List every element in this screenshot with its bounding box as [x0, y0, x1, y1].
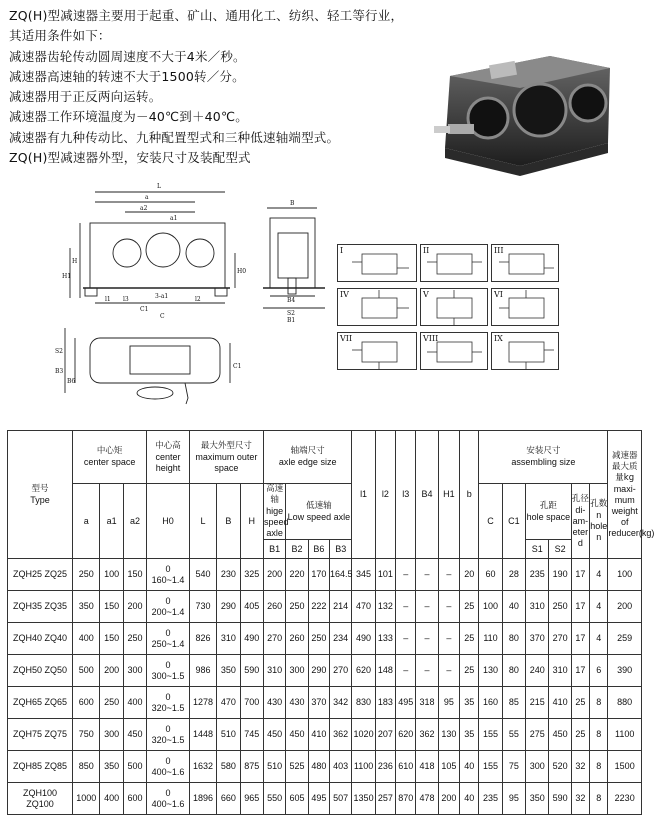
cell-type: ZQH75 ZQ75 [8, 719, 73, 751]
cell-d: 17 [571, 591, 589, 623]
cell-b2: 300 [286, 655, 308, 687]
cell-n: 6 [590, 655, 608, 687]
dim-label: l2 [195, 296, 201, 303]
cell-h1: – [438, 591, 459, 623]
config-number: IV [340, 290, 349, 299]
cell-a2: 600 [123, 783, 146, 815]
cell-l3: – [396, 623, 416, 655]
cell-s1: 310 [526, 591, 549, 623]
cell-c: 110 [479, 623, 502, 655]
dim-label: a [145, 194, 149, 201]
dim-label: a1 [170, 215, 178, 222]
cell-b: 230 [217, 559, 240, 591]
cell-a: 600 [73, 687, 100, 719]
cell-b2: 450 [286, 719, 308, 751]
cell-b: 470 [217, 687, 240, 719]
intro-text [9, 6, 429, 168]
cell-b2: 525 [286, 751, 308, 783]
cell-b6: 495 [308, 783, 329, 815]
cell-l2: 257 [375, 783, 395, 815]
cell-b1: 260 [263, 591, 285, 623]
col-H: H [240, 484, 263, 559]
cell-a: 750 [73, 719, 100, 751]
cell-b2: 605 [286, 783, 308, 815]
cell-a1: 100 [100, 559, 123, 591]
config-number: VI [494, 290, 503, 299]
cell-b4: – [416, 655, 438, 687]
cell-s1: 215 [526, 687, 549, 719]
cell-l1: 620 [352, 655, 375, 687]
cell-h1: 200 [438, 783, 459, 815]
cell-type: ZQH25 ZQ25 [8, 559, 73, 591]
intro-line: 减速器用于正反两向运转。 [9, 89, 162, 105]
dim-label: S2 [287, 310, 295, 317]
cell-s2: 310 [549, 655, 571, 687]
cell-a2: 500 [123, 751, 146, 783]
cell-type: ZQH85 ZQ85 [8, 751, 73, 783]
cell-n: 8 [590, 687, 608, 719]
col-a1: a1 [100, 484, 123, 559]
cell-s2: 520 [549, 751, 571, 783]
cell-l3: 620 [396, 719, 416, 751]
cell-l: 1278 [189, 687, 216, 719]
cell-h: 875 [240, 751, 263, 783]
cell-l2: 101 [375, 559, 395, 591]
cell-h1: – [438, 559, 459, 591]
table-row [8, 751, 642, 783]
cell-b: 25 [460, 623, 479, 655]
table-row [8, 719, 642, 751]
cell-d: 32 [571, 783, 589, 815]
table-row [8, 783, 642, 815]
cell-n: 8 [590, 719, 608, 751]
cell-l: 540 [189, 559, 216, 591]
cell-b: 660 [217, 783, 240, 815]
cell-b1: 270 [263, 623, 285, 655]
cell-l: 1896 [189, 783, 216, 815]
cell-a: 850 [73, 751, 100, 783]
col-type: 型号 Type [8, 431, 73, 559]
cell-h1: 95 [438, 687, 459, 719]
cell-d: 25 [571, 687, 589, 719]
dimension-drawings [45, 178, 345, 408]
cell-b6: 250 [308, 623, 329, 655]
col-low-speed: 低速轴 Low speed axle [286, 484, 352, 540]
cell-l1: 490 [352, 623, 375, 655]
cell-h1: – [438, 623, 459, 655]
col-center-space: 中心矩 center space [73, 431, 147, 484]
cell-l2: 183 [375, 687, 395, 719]
cell-s2: 270 [549, 623, 571, 655]
cell-c1: 95 [502, 783, 525, 815]
cell-b4: – [416, 623, 438, 655]
cell-a1: 350 [100, 751, 123, 783]
cell-type: ZQH65 ZQ65 [8, 687, 73, 719]
cell-s1: 300 [526, 751, 549, 783]
cell-d: 17 [571, 623, 589, 655]
cell-h: 965 [240, 783, 263, 815]
cell-b: 25 [460, 591, 479, 623]
dim-label: S2 [55, 348, 63, 355]
cell-b: 35 [460, 719, 479, 751]
cell-c: 235 [479, 783, 502, 815]
cell-s2: 190 [549, 559, 571, 591]
cell-type: ZQH40 ZQ40 [8, 623, 73, 655]
intro-line: 减速器有九种传动比、九种配置型式和三种低速轴端型式。 [9, 129, 340, 145]
cell-a2: 200 [123, 591, 146, 623]
dim-label: l3 [123, 296, 129, 303]
cell-h0: 0 320~1.5 [147, 719, 190, 751]
cell-h: 325 [240, 559, 263, 591]
cell-c1: 28 [502, 559, 525, 591]
col-weight: 减速器最大质量kg maxi-mum weight of reducer(kg) [608, 431, 642, 559]
cell-w: 1500 [608, 751, 642, 783]
col-a: a [73, 484, 100, 559]
cell-l1: 1020 [352, 719, 375, 751]
col-c: C [479, 484, 502, 559]
cell-a1: 150 [100, 623, 123, 655]
dim-label: 3-a1 [155, 293, 169, 300]
config-number: VII [340, 334, 353, 343]
spec-table-body [8, 559, 642, 815]
col-s2: S2 [549, 540, 571, 559]
dim-label: C1 [233, 363, 242, 370]
cell-b3: 342 [330, 687, 352, 719]
cell-b4: 418 [416, 751, 438, 783]
cell-l1: 345 [352, 559, 375, 591]
col-b6: B6 [308, 540, 329, 559]
cell-b6: 170 [308, 559, 329, 591]
cell-l: 1448 [189, 719, 216, 751]
cell-l3: 870 [396, 783, 416, 815]
table-row [8, 655, 642, 687]
cell-s1: 240 [526, 655, 549, 687]
cell-l3: – [396, 591, 416, 623]
cell-b: 510 [217, 719, 240, 751]
config-number: VIII [423, 334, 439, 343]
cell-h1: 105 [438, 751, 459, 783]
config-number: II [423, 246, 430, 255]
cell-c: 155 [479, 719, 502, 751]
cell-b1: 550 [263, 783, 285, 815]
cell-h0: 0 400~1.6 [147, 783, 190, 815]
cell-type: ZQH100 ZQ100 [8, 783, 73, 815]
cell-n: 8 [590, 751, 608, 783]
cell-l3: – [396, 655, 416, 687]
cell-b1: 310 [263, 655, 285, 687]
dim-label: C [160, 313, 165, 320]
cell-l1: 1100 [352, 751, 375, 783]
dim-label: B3 [55, 368, 64, 375]
cell-l1: 830 [352, 687, 375, 719]
dim-label: B1 [287, 317, 296, 324]
cell-d: 25 [571, 719, 589, 751]
config-schematics [337, 244, 562, 371]
table-row [8, 623, 642, 655]
config-number: III [494, 246, 504, 255]
col-b4: B4 [416, 431, 438, 559]
cell-c1: 40 [502, 591, 525, 623]
cell-a1: 400 [100, 783, 123, 815]
table-row [8, 591, 642, 623]
cell-l3: 495 [396, 687, 416, 719]
cell-c1: 75 [502, 751, 525, 783]
reducer-photo [430, 48, 620, 178]
cell-type: ZQH35 ZQ35 [8, 591, 73, 623]
cell-b3: 270 [330, 655, 352, 687]
cell-a: 400 [73, 623, 100, 655]
dim-label: B4 [287, 297, 296, 304]
cell-b4: 362 [416, 719, 438, 751]
cell-h1: – [438, 655, 459, 687]
cell-d: 32 [571, 751, 589, 783]
col-hole-num: 孔数 n hole n [590, 484, 608, 559]
cell-l1: 1350 [352, 783, 375, 815]
cell-l1: 470 [352, 591, 375, 623]
cell-b2: 220 [286, 559, 308, 591]
cell-l: 730 [189, 591, 216, 623]
col-axle-size: 轴端尺寸 axle edge size [263, 431, 351, 484]
cell-h: 490 [240, 623, 263, 655]
intro-line: 减速器工作环境温度为－40℃到＋40℃。 [9, 109, 248, 125]
cell-b6: 370 [308, 687, 329, 719]
cell-s2: 590 [549, 783, 571, 815]
cell-b: 35 [460, 687, 479, 719]
col-a2: a2 [123, 484, 146, 559]
cell-a: 500 [73, 655, 100, 687]
cell-l2: 207 [375, 719, 395, 751]
cell-b: 350 [217, 655, 240, 687]
table-row [8, 559, 642, 591]
spec-table [7, 430, 654, 815]
intro-line: 减速器齿轮传动圆周速度不大于4米／秒。 [9, 48, 246, 64]
cell-a1: 250 [100, 687, 123, 719]
intro-line: ZQ(H)型减速器主要用于起重、矿山、通用化工、纺织、轻工等行业， [9, 8, 404, 23]
cell-b6: 222 [308, 591, 329, 623]
cell-h0: 0 400~1.6 [147, 751, 190, 783]
col-b: b [460, 431, 479, 559]
cell-a: 250 [73, 559, 100, 591]
cell-b3: 164.5 [330, 559, 352, 591]
cell-c: 160 [479, 687, 502, 719]
cell-w: 100 [608, 559, 642, 591]
dim-label: C1 [140, 306, 149, 313]
cell-a2: 300 [123, 655, 146, 687]
cell-h0: 0 160~1.4 [147, 559, 190, 591]
cell-s2: 250 [549, 591, 571, 623]
cell-s1: 350 [526, 783, 549, 815]
cell-s1: 370 [526, 623, 549, 655]
dim-label: B [290, 200, 295, 207]
cell-h0: 0 320~1.5 [147, 687, 190, 719]
dim-label: H1 [62, 273, 72, 280]
col-l1: l1 [352, 431, 375, 559]
cell-w: 2230 [608, 783, 642, 815]
assembly-configurations [337, 244, 642, 371]
cell-a2: 400 [123, 687, 146, 719]
col-h0: H0 [147, 484, 190, 559]
cell-b1: 450 [263, 719, 285, 751]
cell-b1: 510 [263, 751, 285, 783]
cell-b4: 318 [416, 687, 438, 719]
cell-b6: 480 [308, 751, 329, 783]
cell-h: 405 [240, 591, 263, 623]
cell-h: 745 [240, 719, 263, 751]
cell-b6: 290 [308, 655, 329, 687]
cell-c: 155 [479, 751, 502, 783]
cell-b: 310 [217, 623, 240, 655]
cell-a: 1000 [73, 783, 100, 815]
col-l2: l2 [375, 431, 395, 559]
col-c1: C1 [502, 484, 525, 559]
cell-a2: 450 [123, 719, 146, 751]
col-L: L [189, 484, 216, 559]
cell-b4: – [416, 591, 438, 623]
cell-a2: 150 [123, 559, 146, 591]
cell-b4: – [416, 559, 438, 591]
cell-l3: 610 [396, 751, 416, 783]
cell-b: 20 [460, 559, 479, 591]
cell-b: 290 [217, 591, 240, 623]
cell-w: 200 [608, 591, 642, 623]
col-b1: B1 [263, 540, 285, 559]
config-number: IX [494, 334, 503, 343]
cell-b3: 507 [330, 783, 352, 815]
cell-c: 130 [479, 655, 502, 687]
cell-l2: 132 [375, 591, 395, 623]
cell-l2: 236 [375, 751, 395, 783]
dim-label: B6 [67, 378, 76, 385]
cell-c1: 55 [502, 719, 525, 751]
cell-b: 25 [460, 655, 479, 687]
intro-line: 其适用条件如下： [9, 28, 111, 44]
cell-a1: 300 [100, 719, 123, 751]
col-h1: H1 [438, 431, 459, 559]
cell-c: 60 [479, 559, 502, 591]
cell-b4: 478 [416, 783, 438, 815]
cell-w: 1100 [608, 719, 642, 751]
col-assembling: 安装尺寸 assembling size [479, 431, 608, 484]
cell-n: 4 [590, 559, 608, 591]
dim-label: l1 [105, 296, 111, 303]
dim-label: a2 [140, 205, 148, 212]
cell-l2: 148 [375, 655, 395, 687]
cell-w: 259 [608, 623, 642, 655]
table-row [8, 687, 642, 719]
cell-n: 4 [590, 591, 608, 623]
cell-h0: 0 300~1.5 [147, 655, 190, 687]
cell-c1: 85 [502, 687, 525, 719]
config-number: V [423, 290, 429, 299]
cell-w: 880 [608, 687, 642, 719]
cell-s1: 275 [526, 719, 549, 751]
cell-n: 8 [590, 783, 608, 815]
dim-label: L [157, 183, 161, 190]
cell-b3: 403 [330, 751, 352, 783]
cell-n: 4 [590, 623, 608, 655]
col-b2: B2 [286, 540, 308, 559]
col-l3: l3 [396, 431, 416, 559]
cell-d: 17 [571, 559, 589, 591]
cell-a1: 150 [100, 591, 123, 623]
col-b3: B3 [330, 540, 352, 559]
dim-label: H0 [237, 268, 247, 275]
cell-a1: 200 [100, 655, 123, 687]
cell-h: 590 [240, 655, 263, 687]
cell-type: ZQH50 ZQ50 [8, 655, 73, 687]
intro-line: ZQ(H)型减速器外型，安装尺寸及装配型式 [9, 150, 251, 166]
cell-c1: 80 [502, 623, 525, 655]
cell-b3: 234 [330, 623, 352, 655]
cell-b: 40 [460, 783, 479, 815]
col-s1: S1 [526, 540, 549, 559]
cell-h1: 130 [438, 719, 459, 751]
dim-label: H [72, 258, 78, 265]
col-high-speed: 高速轴 hige speed axle [263, 484, 289, 538]
cell-b6: 410 [308, 719, 329, 751]
config-number: I [340, 246, 344, 255]
cell-s2: 410 [549, 687, 571, 719]
cell-b2: 260 [286, 623, 308, 655]
cell-h: 700 [240, 687, 263, 719]
col-B: B [217, 484, 240, 559]
cell-h0: 0 250~1.4 [147, 623, 190, 655]
cell-b: 40 [460, 751, 479, 783]
cell-s2: 450 [549, 719, 571, 751]
cell-l: 986 [189, 655, 216, 687]
cell-b1: 430 [263, 687, 285, 719]
cell-h0: 0 200~1.4 [147, 591, 190, 623]
cell-w: 390 [608, 655, 642, 687]
cell-s1: 235 [526, 559, 549, 591]
cell-c: 100 [479, 591, 502, 623]
cell-b2: 250 [286, 591, 308, 623]
intro-line: 减速器高速轴的转速不大于1500转／分。 [9, 68, 245, 84]
cell-l2: 133 [375, 623, 395, 655]
col-hole-dia: 孔径 di-am-eter d [571, 484, 589, 559]
cell-l: 1632 [189, 751, 216, 783]
cell-b1: 200 [263, 559, 285, 591]
cell-b: 580 [217, 751, 240, 783]
cell-b2: 430 [286, 687, 308, 719]
col-outer-size: 最大外型尺寸 maximum outer space [189, 431, 263, 484]
cell-b3: 362 [330, 719, 352, 751]
cell-l: 826 [189, 623, 216, 655]
cell-c1: 80 [502, 655, 525, 687]
col-hole-space: 孔距 hole space [526, 484, 572, 540]
cell-l3: – [396, 559, 416, 591]
cell-b3: 214 [330, 591, 352, 623]
cell-a: 350 [73, 591, 100, 623]
col-center-height: 中心高 center height [147, 431, 190, 484]
cell-d: 17 [571, 655, 589, 687]
cell-a2: 250 [123, 623, 146, 655]
